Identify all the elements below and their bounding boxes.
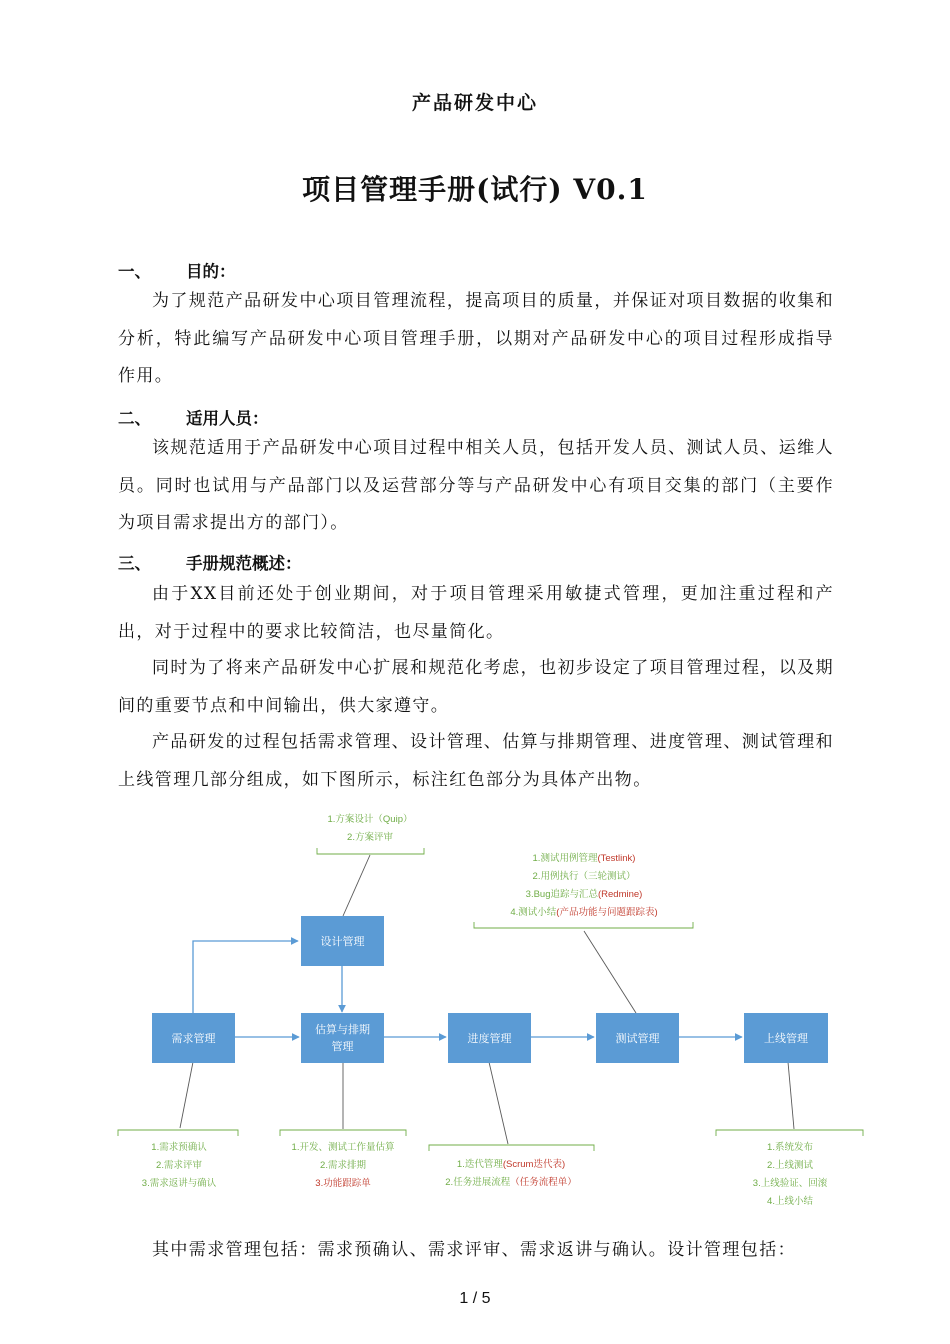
test-note-4a: 4.测试小结 [510,907,557,918]
bracket-test [474,922,693,928]
estimate-note-2: 2.需求排期 [320,1160,366,1171]
estimate-note-1: 1.开发、测试工作量估算 [291,1142,395,1153]
section-number: 二、 [118,409,151,428]
section-heading-overview [118,550,302,574]
scope-paragraph: 该规范适用于产品研发中心项目过程中相关人员，包括开发人员、测试人员、运维人员。同时也试用与产品部门以及运营部分等与产品研发中心有项目交集的部门（主要作为项目需求提出方的部门）。 [118,438,834,533]
progress-note-1a: 1.迭代管理 [456,1159,503,1170]
progress-note-2 [445,1176,576,1188]
bracket-design [317,848,424,854]
annotation-notes [142,813,828,1207]
bottom-paragraph: 其中需求管理包括：需求预确认、需求评审、需求返讲与确认。设计管理包括： [152,1240,796,1260]
test-note-1a: 1.测试用例管理 [532,853,598,864]
progress-note-2b: （任务流程单） [510,1177,577,1188]
req-note-2: 2.需求评审 [156,1160,202,1171]
callout-brackets [118,848,863,1151]
progress-note-2a: 2.任务进展流程 [445,1177,511,1188]
progress-note-1b: (Scrum迭代表) [502,1159,566,1170]
launch-box-label: 上线管理 [764,1033,808,1045]
org-name: 产品研发中心 [411,92,538,114]
launch-note-2: 2.上线测试 [767,1160,813,1171]
bracket-progress [429,1145,594,1151]
design-box-label: 设计管理 [320,936,365,948]
launch-note-1: 1.系统发布 [767,1142,813,1153]
section-title: 适用人员： [186,409,269,428]
callout-leaders [180,855,794,1144]
test-note-1b: (Testlink) [597,853,636,864]
req-box-label: 需求管理 [171,1033,216,1045]
test-note-3 [526,888,643,900]
leader-launch [788,1062,794,1129]
process-flow-diagram [112,805,872,1225]
test-note-4 [510,906,657,918]
test-note-4b: (产品功能与问题跟踪表) [556,907,658,918]
section-number: 三、 [118,554,151,573]
test-box-label: 测试管理 [615,1033,660,1045]
overview-paragraph-2: 同时为了将来产品研发中心扩展和规范化考虑，也初步设定了项目管理过程，以及期间的重要节点和中间输出，供大家遵守。 [118,658,834,716]
test-note-3b: (Redmine) [597,889,643,900]
launch-note-4: 4.上线小结 [767,1196,813,1207]
estimate-box-label-1: 估算与排期 [315,1024,370,1036]
test-note-2: 2.用例执行（三轮测试） [532,871,636,882]
launch-note-3: 3.上线验证、回滚 [752,1178,828,1189]
bracket-launch [716,1130,863,1136]
overview-paragraph-1: 由于XX目前还处于创业期间，对于项目管理采用敏捷式管理，更加注重过程和产出，对于过程中的要求比较简洁，也尽量简化。 [118,584,834,642]
estimate-box [301,1013,384,1063]
leader-progress [489,1062,508,1144]
doc-title: 项目管理手册(试行) V0.1 [302,173,648,206]
section-heading-purpose [118,258,236,282]
leader-req [180,1062,193,1128]
design-note-1: 1.方案设计（Quip） [327,814,413,825]
req-note-3: 3.需求返讲与确认 [141,1178,217,1189]
overview-paragraph-3: 产品研发的过程包括需求管理、设计管理、估算与排期管理、进度管理、测试管理和上线管理几部分组成，如下图所示，标注红色部分为具体产出物。 [118,732,834,790]
section-title: 手册规范概述： [186,554,302,573]
section-heading-scope [118,405,269,429]
section-number: 一、 [118,262,151,281]
estimate-note-3: 3.功能跟踪单 [315,1178,371,1189]
bracket-req [118,1130,238,1136]
req-note-1: 1.需求预确认 [151,1142,207,1153]
progress-note-1 [457,1158,565,1170]
leader-design [343,855,370,916]
section-title: 目的： [186,262,236,281]
page-number: 1 / 5 [459,1290,491,1307]
test-note-1 [533,852,636,864]
bracket-est [280,1130,406,1136]
design-note-2: 2.方案评审 [347,832,393,843]
process-boxes [152,916,828,1063]
progress-box-label: 进度管理 [467,1033,512,1045]
estimate-box-label-2: 管理 [331,1041,354,1053]
leader-test [584,931,636,1013]
purpose-paragraph: 为了规范产品研发中心项目管理流程，提高项目的质量，并保证对项目数据的收集和分析，特此编写产品研发中心项目管理手册，以期对产品研发中心的项目过程形成指导作用。 [118,291,834,386]
arrow-req-to-design [193,941,298,1013]
test-note-3a: 3.Bug追踪与汇总 [525,889,598,900]
